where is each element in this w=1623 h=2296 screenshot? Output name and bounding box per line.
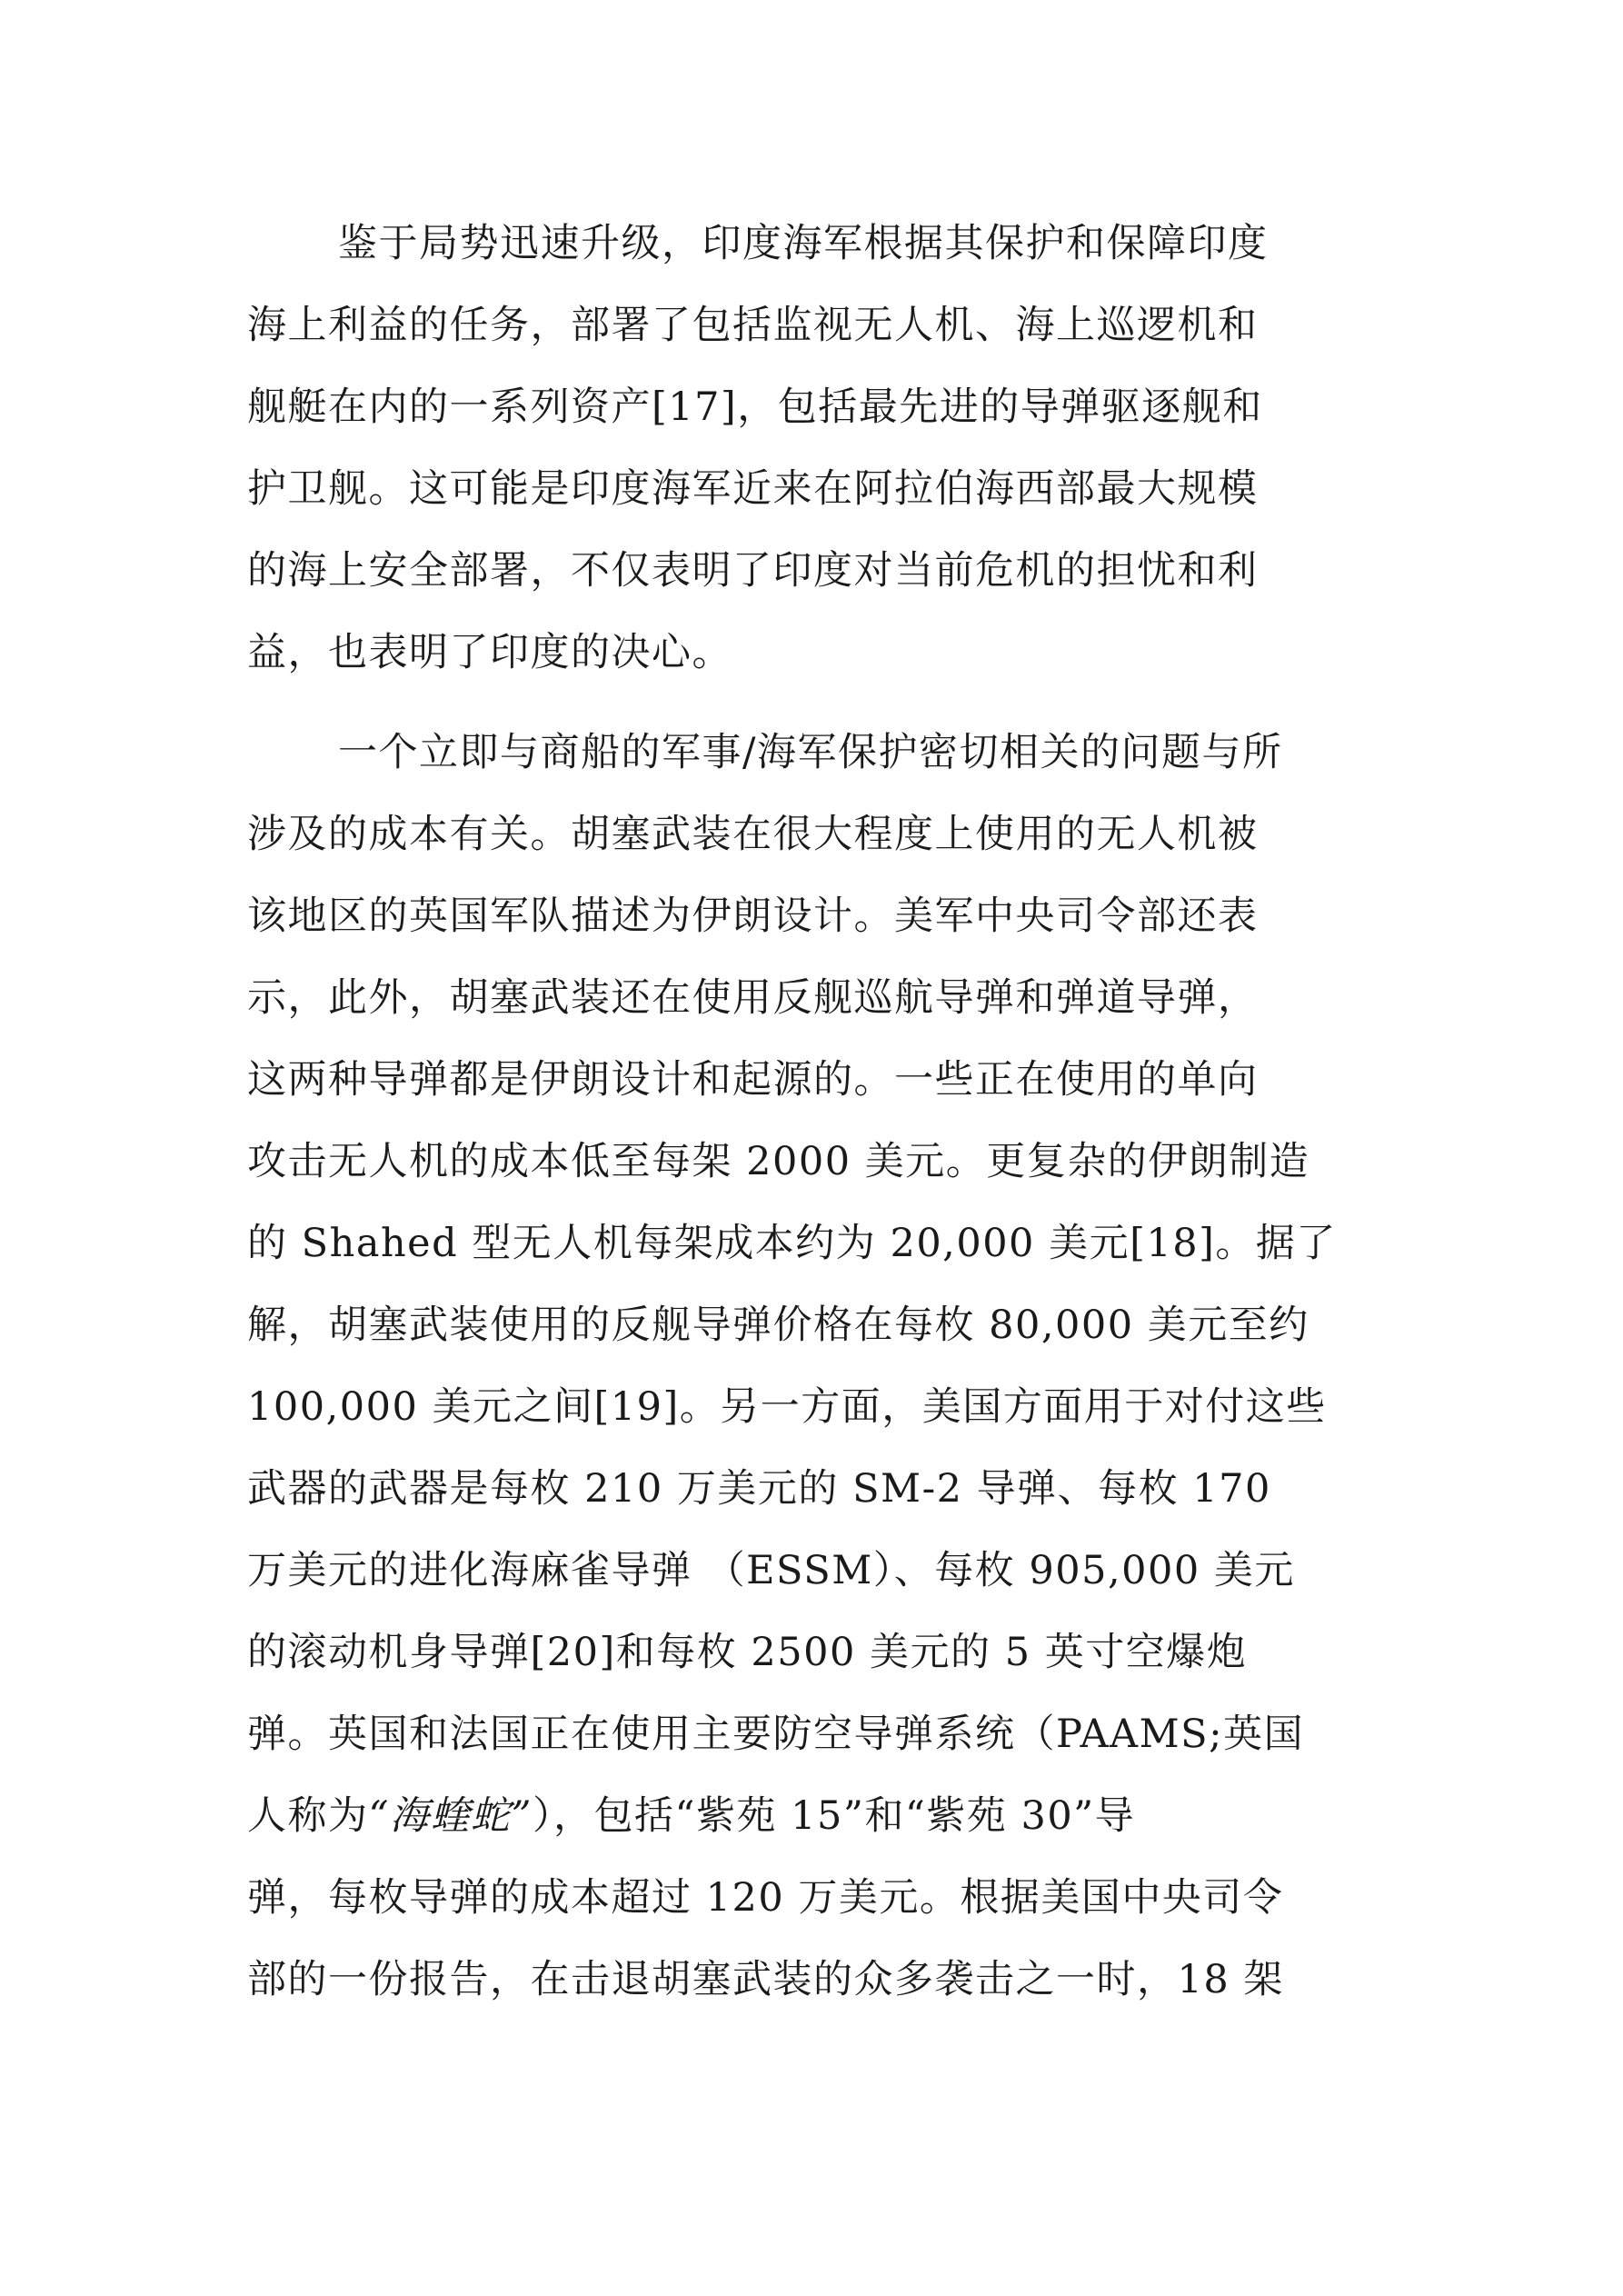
text-line: 攻击无人机的成本低至每架 2000 美元。更复杂的伊朗制造 <box>247 1139 1310 1184</box>
text-line: 部的一份报告，在击退胡塞武装的众多袭击之一时，18 架 <box>247 1957 1284 2002</box>
text-line: 万美元的进化海麻雀导弹 （ESSM）、每枚 905,000 美元 <box>247 1548 1295 1593</box>
text-line: 弹。英国和法国正在使用主要防空导弹系统（PAAMS;英国 <box>247 1712 1305 1757</box>
text-line: 解，胡塞武装使用的反舰导弹价格在每枚 80,000 美元至约 <box>247 1303 1309 1348</box>
text-line: 涉及的成本有关。胡塞武装在很大程度上使用的无人机被 <box>247 812 1259 857</box>
text-line <box>247 1789 1135 1843</box>
text-segment: ），包括“紫苑 15”和“紫苑 30”导 <box>532 1793 1136 1839</box>
text-line: 益，也表明了印度的决心。 <box>247 630 732 675</box>
text-segment: 人称为 <box>247 1793 369 1839</box>
text-line: 鉴于局势迅速升级，印度海军根据其保护和保障印度 <box>338 221 1269 266</box>
italic-term: “海蝰蛇” <box>368 1793 533 1839</box>
text-line: 海上利益的任务，部署了包括监视无人机、海上巡逻机和 <box>247 303 1259 348</box>
text-line: 这两种导弹都是伊朗设计和起源的。一些正在使用的单向 <box>247 1057 1259 1103</box>
text-line: 的海上安全部署，不仅表明了印度对当前危机的担忧和利 <box>247 548 1259 594</box>
text-line: 100,000 美元之间[19]。另一方面，美国方面用于对付这些 <box>247 1384 1327 1430</box>
text-line: 舰艇在内的一系列资产[17]，包括最先进的导弹驱逐舰和 <box>247 384 1263 430</box>
text-line: 的滚动机身导弹[20]和每枚 2500 美元的 5 英寸空爆炮 <box>247 1630 1248 1675</box>
text-line: 示，此外，胡塞武装还在使用反舰巡航导弹和弹道导弹， <box>247 975 1259 1021</box>
text-line: 的 Shahed 型无人机每架成本约为 20,000 美元[18]。据了 <box>247 1221 1337 1266</box>
text-line: 武器的武器是每枚 210 万美元的 SM-2 导弹、每枚 170 <box>247 1466 1271 1512</box>
text-line: 该地区的英国军队描述为伊朗设计。美军中央司令部还表 <box>247 893 1259 939</box>
text-line: 一个立即与商船的军事/海军保护密切相关的问题与所 <box>338 730 1283 775</box>
text-line: 护卫舰。这可能是印度海军近来在阿拉伯海西部最大规模 <box>247 466 1259 512</box>
text-line: 弹，每枚导弹的成本超过 120 万美元。根据美国中央司令 <box>247 1875 1284 1921</box>
